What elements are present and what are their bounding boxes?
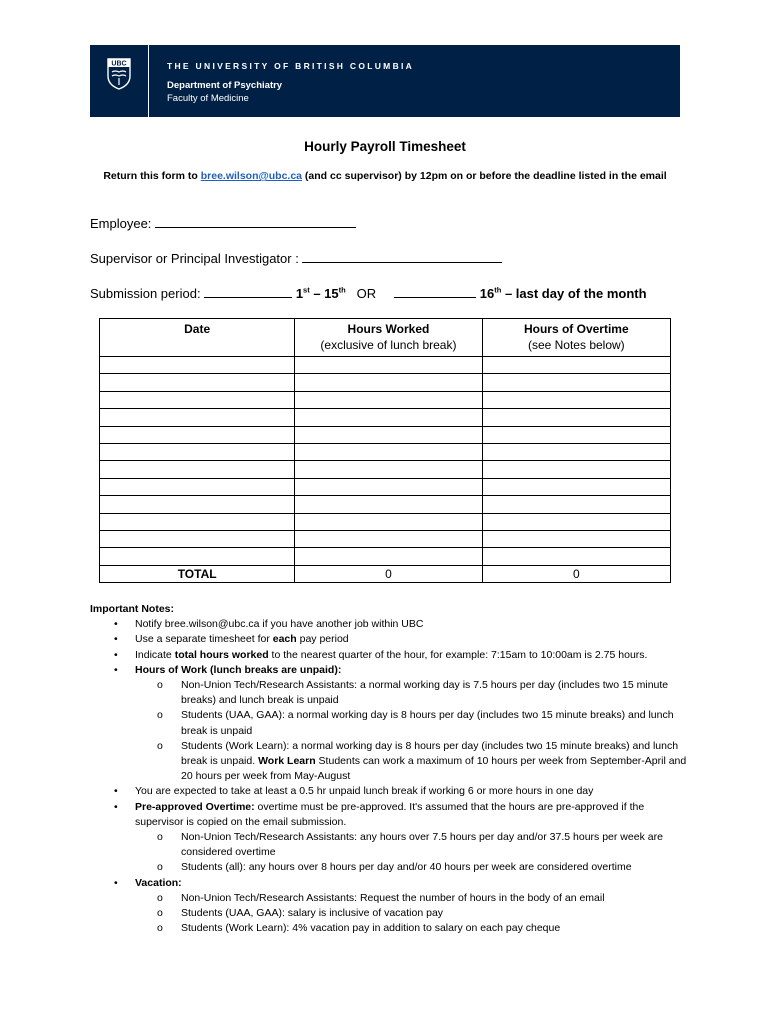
note-text: Non-Union Tech/Research Assistants: any hours over 7.5 hours per day and/or 37.5 hours per week are considered overtime	[181, 831, 663, 859]
total-hours-value: 0	[295, 565, 482, 582]
date-cell[interactable]	[100, 426, 295, 443]
date-cell[interactable]	[100, 461, 295, 478]
list-item	[90, 617, 690, 632]
hours-cell[interactable]	[295, 357, 482, 374]
note-bold: Pre-approved Overtime:	[135, 800, 255, 813]
date-cell[interactable]	[100, 357, 295, 374]
note-bold: Vacation:	[135, 876, 182, 889]
list-item	[90, 784, 690, 799]
note-text: Indicate	[135, 648, 175, 661]
table-row	[100, 530, 671, 547]
note-text: Students (UAA, GAA): a normal working day is 8 hours per day (includes two 15 minute breaks) and lunch break is unpaid	[181, 709, 674, 737]
table-row	[100, 426, 671, 443]
note-text: to the nearest quarter of the hour, for example: 7:15am to 10:00am is 2.75 hours.	[268, 648, 648, 661]
total-overtime-value: 0	[482, 565, 670, 582]
date-cell[interactable]	[100, 530, 295, 547]
table-row	[100, 391, 671, 408]
ubc-crest-logo	[107, 58, 131, 90]
hours-cell[interactable]	[295, 530, 482, 547]
note-bold: Work Learn	[258, 755, 316, 768]
sub-list-item	[90, 891, 690, 906]
total-label-text: TOTAL	[177, 566, 217, 581]
note-text: Students (all): any hours over 8 hours per day and/or 40 hours per week are considered overtime	[181, 861, 632, 874]
hours-cell[interactable]	[295, 513, 482, 530]
period1-label: 1st – 15th	[295, 285, 346, 301]
header-divider	[148, 45, 149, 117]
hours-cell[interactable]	[295, 374, 482, 391]
hours-cell[interactable]	[295, 496, 482, 513]
overtime-cell[interactable]	[482, 461, 670, 478]
table-row	[100, 478, 671, 495]
email-link[interactable]: bree.wilson@ubc.ca	[200, 170, 303, 182]
sub-list-item	[90, 739, 690, 785]
col-overtime-sublabel: (see Notes below)	[527, 338, 625, 352]
ubc-header-banner	[90, 45, 680, 117]
sub-list-item	[90, 921, 690, 936]
table-row	[100, 409, 671, 426]
note-text: Students (UAA, GAA): salary is inclusive of vacation pay	[181, 907, 444, 920]
timesheet-table	[99, 318, 671, 583]
period1-input-line[interactable]	[204, 285, 292, 298]
sub-list-item	[90, 708, 690, 738]
date-cell[interactable]	[100, 374, 295, 391]
list-item	[90, 800, 690, 830]
hours-cell[interactable]	[295, 443, 482, 460]
col-overtime-header	[482, 319, 670, 357]
table-row	[100, 496, 671, 513]
overtime-cell[interactable]	[482, 513, 670, 530]
date-cell[interactable]	[100, 548, 295, 565]
employee-field	[90, 215, 356, 231]
overtime-cell[interactable]	[482, 530, 670, 547]
note-text: Non-Union Tech/Research Assistants: a normal working day is 7.5 hours per day (includes two 15 minute breaks) and lunch break is unpaid	[181, 679, 669, 707]
submission-period-field	[90, 285, 647, 301]
supervisor-label: Supervisor or Principal Investigator :	[90, 251, 299, 266]
note-text: overtime must be pre-approved. It's assumed that the hours are pre-approved if the supervisor is copied on the email submission.	[135, 800, 645, 828]
table-row	[100, 513, 671, 530]
hours-cell[interactable]	[295, 548, 482, 565]
overtime-cell[interactable]	[482, 426, 670, 443]
date-cell[interactable]	[100, 391, 295, 408]
total-label	[100, 565, 295, 582]
instruction-prefix: Return this form to	[103, 170, 201, 182]
table-row	[100, 461, 671, 478]
important-notes	[90, 602, 690, 936]
note-bold: each	[272, 633, 297, 646]
note-text: Use a separate timesheet for	[135, 633, 273, 646]
col-date-label: Date	[184, 322, 211, 336]
overtime-cell[interactable]	[482, 548, 670, 565]
sub-list-item	[90, 906, 690, 921]
note-text: Students (Work Learn): 4% vacation pay in addition to salary on each pay cheque	[181, 922, 561, 935]
employee-input-line[interactable]	[155, 215, 356, 228]
overtime-cell[interactable]	[482, 496, 670, 513]
department-name: Department of Psychiatry	[167, 80, 283, 91]
date-cell[interactable]	[100, 478, 295, 495]
employee-label: Employee:	[90, 216, 152, 231]
col-date-header	[100, 319, 295, 357]
table-row	[100, 374, 671, 391]
table-row	[100, 443, 671, 460]
col-overtime-label: Hours of Overtime	[523, 322, 629, 336]
date-cell[interactable]	[100, 513, 295, 530]
note-text: Students (Work Learn): a normal working day is 8 hours per day (includes two 15 minute breaks) and lunch break is unpaid.	[181, 739, 679, 768]
overtime-cell[interactable]	[482, 357, 670, 374]
list-item	[90, 663, 690, 678]
form-title: Hourly Payroll Timesheet	[304, 139, 466, 154]
supervisor-input-line[interactable]	[302, 250, 502, 263]
list-item	[90, 648, 690, 663]
overtime-cell[interactable]	[482, 391, 670, 408]
note-bold: total hours worked	[174, 648, 269, 661]
note-text: pay period	[296, 633, 349, 646]
note-text: Notify bree.wilson@ubc.ca if you have another job within UBC	[135, 618, 424, 631]
hours-cell[interactable]	[295, 478, 482, 495]
hours-cell[interactable]	[295, 409, 482, 426]
overtime-cell[interactable]	[482, 374, 670, 391]
total-row	[100, 565, 671, 582]
note-text: Students can work a maximum of 10 hours per week from September-April and 20 hours per week from May-August	[181, 755, 687, 783]
svg-text:UBC: UBC	[111, 60, 127, 68]
university-name: THE UNIVERSITY OF BRITISH COLUMBIA	[167, 61, 415, 71]
instruction-suffix: (and cc supervisor) by 12pm on or before the deadline listed in the email	[302, 170, 667, 182]
date-cell[interactable]	[100, 496, 295, 513]
submission-label: Submission period:	[90, 286, 201, 301]
hours-cell[interactable]	[295, 426, 482, 443]
hours-cell[interactable]	[295, 461, 482, 478]
hours-cell[interactable]	[295, 391, 482, 408]
list-item	[90, 632, 690, 647]
note-text: You are expected to take at least a 0.5 hr unpaid lunch break if working 6 or more hours in one day	[135, 785, 594, 798]
col-hours-sublabel: (exclusive of lunch break)	[320, 338, 457, 352]
col-hours-label: Hours Worked	[347, 322, 430, 336]
note-bold: Hours of Work (lunch breaks are unpaid):	[135, 663, 342, 676]
faculty-name: Faculty of Medicine	[167, 93, 249, 104]
date-cell[interactable]	[100, 409, 295, 426]
sub-list-item	[90, 830, 690, 860]
overtime-cell[interactable]	[482, 409, 670, 426]
sub-list-item	[90, 678, 690, 708]
table-row	[100, 357, 671, 374]
table-header-row	[100, 319, 671, 357]
notes-title: Important Notes:	[90, 603, 174, 615]
note-text: Non-Union Tech/Research Assistants: Request the number of hours in the body of an email	[181, 891, 605, 904]
supervisor-field	[90, 250, 502, 266]
date-cell[interactable]	[100, 443, 295, 460]
return-instruction	[0, 170, 770, 182]
list-item	[90, 876, 690, 891]
overtime-cell[interactable]	[482, 443, 670, 460]
overtime-cell[interactable]	[482, 478, 670, 495]
notes-list	[90, 617, 690, 936]
col-hours-header	[295, 319, 482, 357]
or-label: OR	[356, 286, 377, 301]
table-row	[100, 548, 671, 565]
sub-list-item	[90, 860, 690, 875]
period2-label: 16th – last day of the month	[479, 285, 647, 301]
period2-input-line[interactable]	[394, 285, 476, 298]
